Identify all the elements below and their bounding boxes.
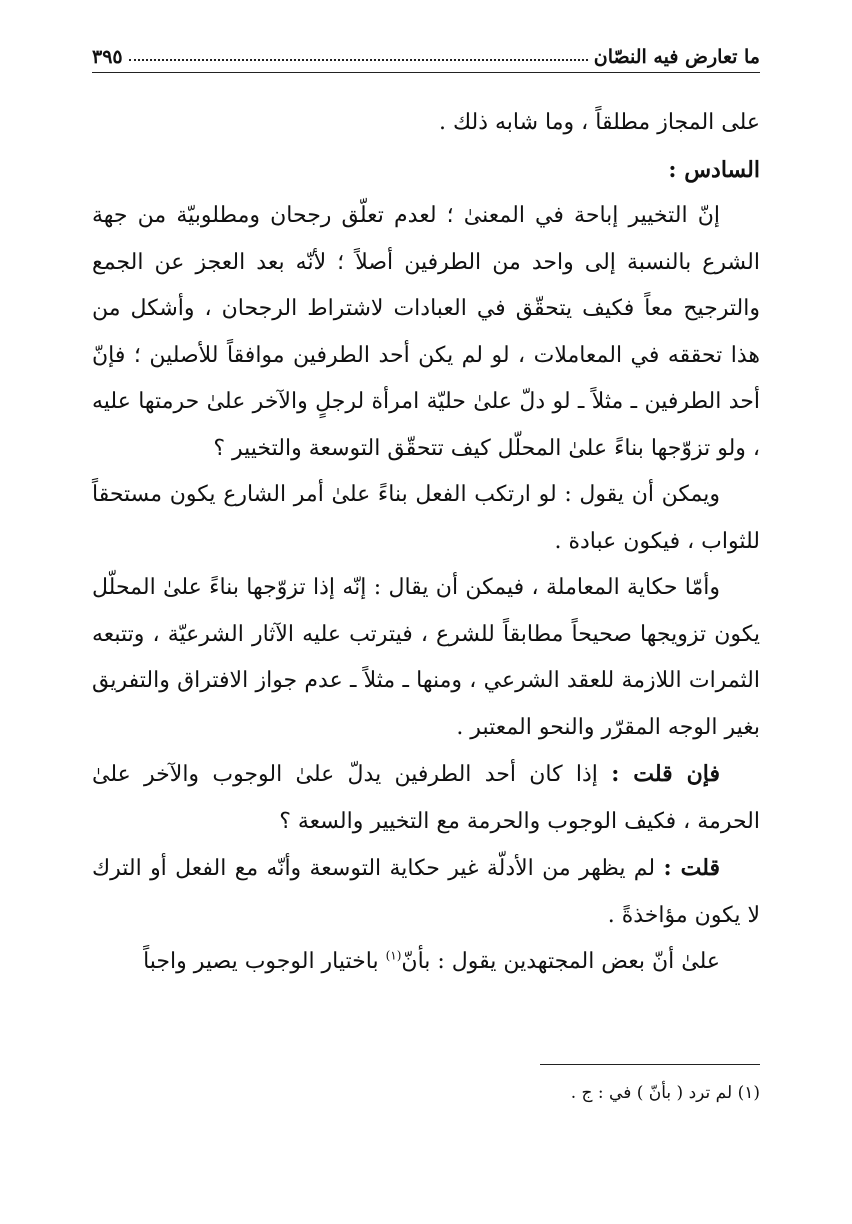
running-header	[92, 36, 760, 68]
footnote-marker: (١)	[385, 948, 402, 963]
footnote-rule	[540, 1064, 760, 1065]
paragraph-2: إنّ التخيير إباحة في المعنىٰ ؛ لعدم تعلّق رجحان ومطلوبيّة من جهة الشرع بالنسبة إلى واحد من الطرفين أصلاً ؛ لأنّه بعد العجز عن الجمع والترجيح معاً فكيف يتحقّق في العبادات لاشتراط الرجحان ، وأشكل من هذا تحققه في المعاملات ، لو لم يكن أحد الطرفين موافقاً للأصلين ؛ فإنّ أحد الطرفين ـ مثلاً ـ لو دلّ علىٰ حليّة امرأة لرجلٍ والآخر علىٰ حرمتها عليه ، ولو تزوّجها بناءً علىٰ المحلّل كيف تتحقّق التوسعة والتخيير ؟	[92, 203, 760, 461]
paragraph-3: ويمكن أن يقول : لو ارتكب الفعل بناءً علىٰ أمر الشارع يكون مستحقاً للثواب ، فيكون عبادة .	[92, 482, 760, 554]
paragraph-5-text: إذا كان أحد الطرفين يدلّ علىٰ الوجوب والآخر علىٰ الحرمة ، فكيف الوجوب والحرمة مع التخيير والسعة ؟	[92, 762, 760, 834]
header-rule	[92, 72, 760, 73]
header-title: ما تعارض فيه النصّان	[593, 46, 760, 68]
paragraph-5-lead: فإن قلت :	[611, 761, 721, 787]
page-number: ٣٩٥	[92, 46, 123, 68]
paragraph-4: وأمّا حكاية المعاملة ، فيمكن أن يقال : إنّه إذا تزوّجها بناءً علىٰ المحلّل يكون تزويجها صحيحاً مطابقاً للشرع ، فيترتب عليه الآثار الشرعيّة ، وتتبعه الثمرات اللازمة للعقد الشرعي ، ومنها ـ مثلاً ـ عدم جواز الافتراق والتفريق بغير الوجه المقرّر والنحو المعتبر .	[92, 575, 760, 740]
footnote: (١) لم ترد ( بأنّ ) في : ج .	[570, 1083, 760, 1103]
paragraph-7-text-a: علىٰ أنّ بعض المجتهدين يقول : بأنّ	[401, 949, 720, 974]
main-text	[92, 100, 760, 986]
section-heading: السادس :	[668, 156, 760, 183]
paragraph-6	[92, 845, 760, 939]
paragraph-7	[92, 939, 760, 986]
paragraph-6-text: لم يظهر من الأدلّة غير حكاية التوسعة وأنّه مع الفعل أو الترك لا يكون مؤاخذةً .	[92, 856, 760, 928]
header-leader-dots	[129, 59, 588, 61]
paragraph-1: على المجاز مطلقاً ، وما شابه ذلك .	[438, 110, 760, 135]
paragraph-6-lead: قلت :	[663, 855, 720, 881]
paragraph-7-text-b: باختيار الوجوب يصير واجباً	[143, 949, 386, 974]
paragraph-5	[92, 751, 760, 845]
